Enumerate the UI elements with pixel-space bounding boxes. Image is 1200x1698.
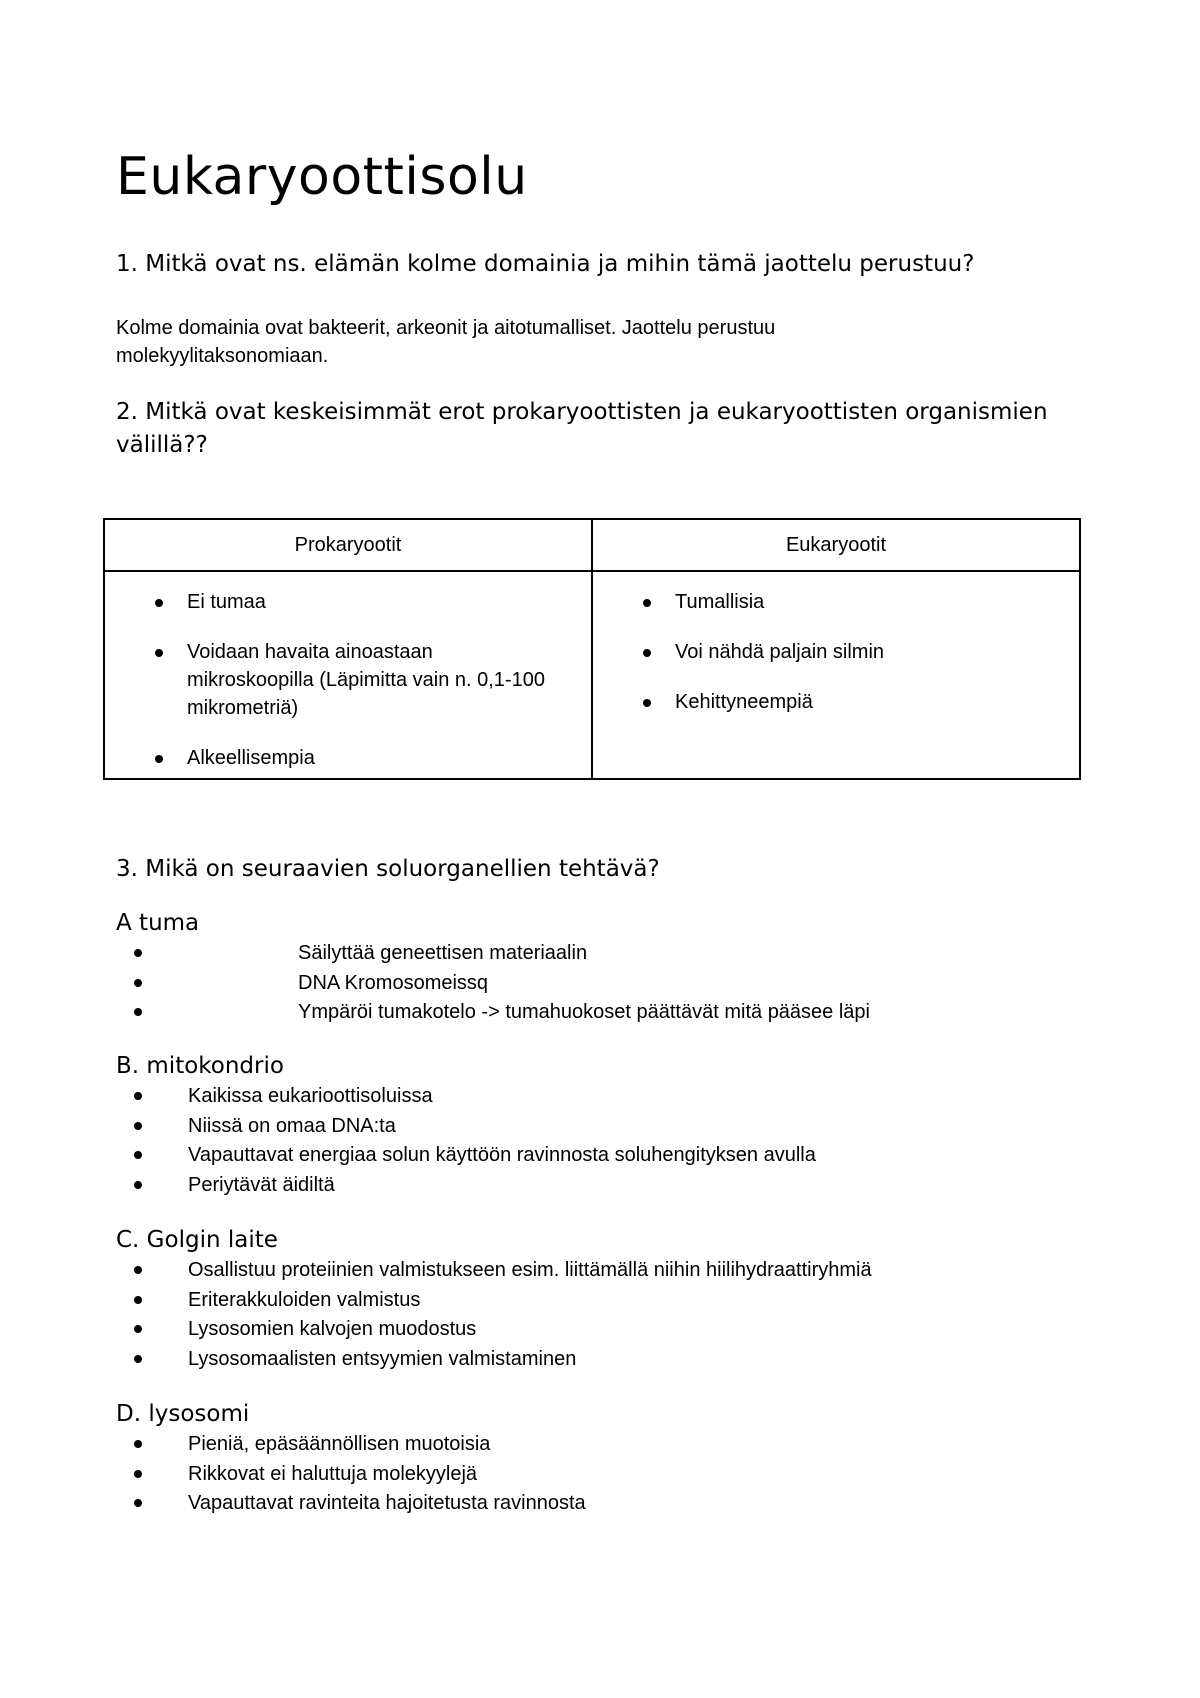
eukaryootit-list [593,572,1079,716]
list-item: Lysosomaalisten entsyymien valmistaminen [116,1345,1116,1375]
list-item: Säilyttää geneettisen materiaalin [116,939,1116,969]
lysosomi-list [116,1430,1116,1519]
list-item: Eriterakkuloiden valmistus [116,1286,1116,1316]
section-heading-mitokondrio: B. mitokondrio [116,1053,284,1079]
golgin-laite-list [116,1256,1116,1374]
section-heading-lysosomi: D. lysosomi [116,1401,250,1427]
list-item: DNA Kromosomeissq [116,969,1116,999]
answer-1: Kolme domainia ovat bakteerit, arkeonit ja aitotumalliset. Jaottelu perustuu molekyylitaksonomiaan. [116,317,776,367]
eukaryootit-cell [592,571,1080,779]
table-header-prokaryootit: Prokaryootit [104,519,592,571]
list-item: Osallistuu proteiinien valmistukseen esim. liittämällä niihin hiilihydraattiryhmiä [116,1256,1116,1286]
list-item: Ympäröi tumakotelo -> tumahuokoset päättävät mitä pääsee läpi [116,998,1116,1028]
list-item: Periytävät äidiltä [116,1171,1116,1201]
question-3: 3. Mikä on seuraavien soluorganellien tehtävä? [116,856,660,882]
list-item: Kaikissa eukarioottisoluissa [116,1082,1116,1112]
mitokondrio-list [116,1082,1116,1200]
list-item: Lysosomien kalvojen muodostus [116,1315,1116,1345]
list-item: Ei tumaa [105,588,591,616]
comparison-table [103,518,1081,780]
list-item: Alkeellisempia [105,744,591,772]
question-1: 1. Mitkä ovat ns. elämän kolme domainia ja mihin tämä jaottelu perustuu? [116,251,975,277]
tuma-list [116,939,1116,1028]
prokaryootit-list [105,572,591,772]
prokaryootit-cell [104,571,592,779]
list-item: Vapauttavat ravinteita hajoitetusta ravinnosta [116,1489,1116,1519]
section-heading-tuma: A tuma [116,910,200,936]
list-item: Vapauttavat energiaa solun käyttöön ravinnosta soluhengityksen avulla [116,1141,1116,1171]
list-item: Voidaan havaita ainoastaan mikroskoopilla (Läpimitta vain n. 0,1-100 mikrometriä) [105,638,591,722]
list-item: Pieniä, epäsäännöllisen muotoisia [116,1430,1116,1460]
list-item: Voi nähdä paljain silmin [593,638,1079,666]
list-item: Niissä on omaa DNA:ta [116,1112,1116,1142]
list-item: Tumallisia [593,588,1079,616]
list-item: Rikkovat ei haluttuja molekyylejä [116,1460,1116,1490]
document-title: Eukaryoottisolu [116,147,528,207]
section-heading-golgin-laite: C. Golgin laite [116,1227,278,1253]
list-item: Kehittyneempiä [593,688,1079,716]
question-2: 2. Mitkä ovat keskeisimmät erot prokaryoottisten ja eukaryoottisten organismien välillä?? [116,399,1048,458]
table-header-eukaryootit: Eukaryootit [592,519,1080,571]
